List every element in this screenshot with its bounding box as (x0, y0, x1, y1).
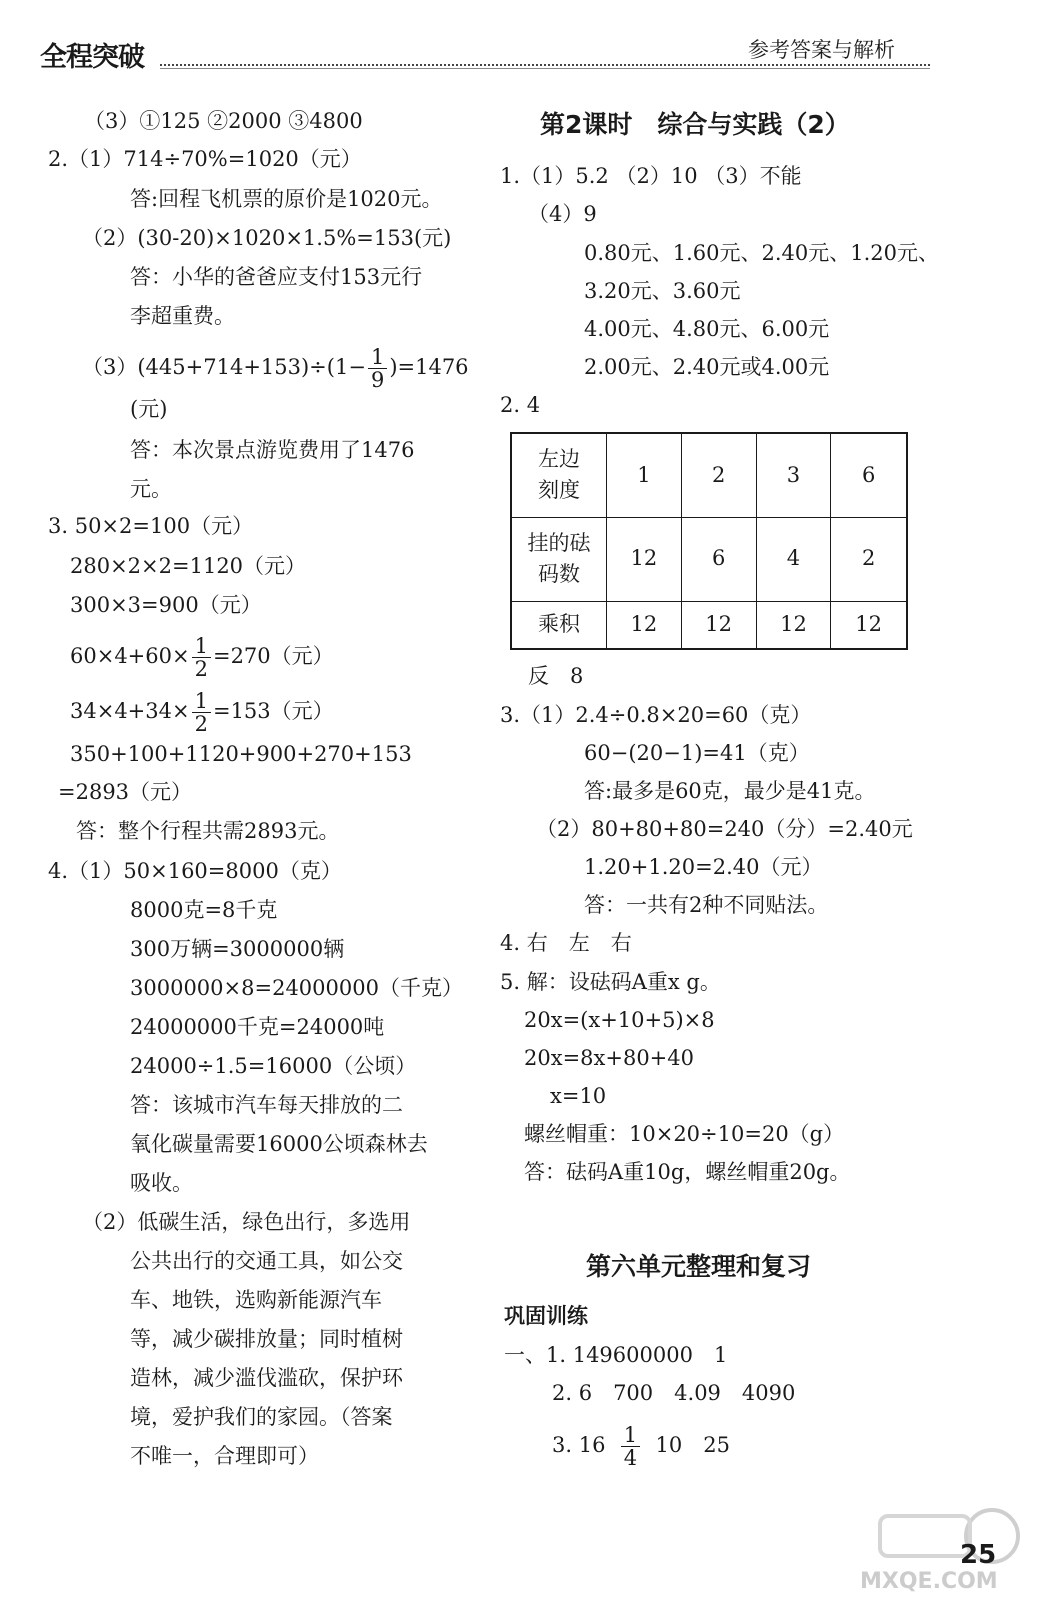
table-cell: 12 (756, 601, 831, 649)
answer-line: 3000000×8=24000000（千克） (130, 976, 463, 1000)
answer-line: 答：整个行程共需2893元。 (76, 819, 340, 843)
table-cell: 12 (831, 601, 907, 649)
header-divider-line (160, 68, 930, 69)
answer-line: （2）低碳生活，绿色出行，多选用 (82, 1210, 411, 1234)
expression-text: （3）(445+714+153)÷(1− (82, 355, 366, 380)
row-header-line: 左边 (538, 446, 580, 471)
answer-line: 8000克=8千克 (130, 898, 278, 922)
answer-line: (元) (130, 397, 168, 421)
table-cell: 4 (756, 517, 831, 601)
fraction (192, 635, 211, 680)
answer-line: 2. 4 (500, 393, 541, 417)
fraction-numerator: 1 (621, 1424, 640, 1447)
table-cell: 3 (756, 433, 831, 517)
expression-text: =270（元） (212, 644, 334, 669)
watermark-logo (840, 1500, 1040, 1596)
table-cell: 12 (607, 601, 682, 649)
answer-line: 境，爱护我们的家园。（答案 (130, 1405, 393, 1429)
table-cell: 2 (681, 433, 756, 517)
answer-line: 氧化碳量需要16000公顷森林去 (130, 1132, 428, 1156)
answer-line: 答：小华的爸爸应支付153元行 (130, 265, 423, 289)
answer-line: =2893（元） (58, 780, 193, 804)
answer-line: 60−(20−1)=41（克） (584, 741, 810, 765)
answer-line: 3.（1）2.4÷0.8×20=60（克） (500, 703, 812, 727)
fraction (192, 690, 211, 735)
answer-line: 吸收。 (130, 1171, 193, 1195)
answer-line: 公共出行的交通工具，如公交 (130, 1249, 403, 1273)
table-cell: 2 (831, 517, 907, 601)
answer-line: 5. 解：设砝码A重x g。 (500, 970, 721, 994)
answer-line: 2.00元、2.40元或4.00元 (584, 355, 830, 379)
answer-line: 350+100+1120+900+270+153 (70, 742, 412, 766)
answer-line: 280×2×2=1120（元） (70, 554, 307, 578)
answer-line: 20x=8x+80+40 (524, 1046, 694, 1070)
page-number: 25 (960, 1540, 997, 1570)
answer-line: 答：该城市汽车每天排放的二 (130, 1093, 403, 1117)
answer-line: 0.80元、1.60元、2.40元、1.20元、 (584, 241, 940, 265)
answer-line: 24000÷1.5=16000（公顷） (130, 1054, 417, 1078)
expression-text: )=1476 (389, 355, 469, 380)
answer-line: 24000000千克=24000吨 (130, 1015, 385, 1039)
answer-line-with-fraction (70, 690, 334, 735)
table-cell: 6 (681, 517, 756, 601)
answer-line: 答：一共有2种不同贴法。 (584, 893, 829, 917)
answer-line: 3. 50×2=100（元） (48, 514, 254, 538)
row-header (511, 517, 607, 601)
answer-line-with-fraction (70, 635, 334, 680)
answer-line: 1.（1）5.2 （2）10 （3）不能 (500, 164, 802, 188)
answer-line: 20x=(x+10+5)×8 (524, 1008, 715, 1032)
answer-line: 造林，减少滥伐滥砍，保护环 (130, 1366, 403, 1390)
fraction (621, 1424, 640, 1469)
answer-line: 反 8 (528, 664, 584, 688)
table-row (511, 433, 907, 517)
answer-line: 答:最多是60克，最少是41克。 (584, 779, 876, 803)
expression-text: 3. 16 (552, 1433, 606, 1458)
fraction-numerator: 1 (192, 635, 211, 658)
answer-line: 不唯一，合理即可） (130, 1444, 319, 1468)
table-cell: 12 (681, 601, 756, 649)
answer-line: 4. 右 左 右 (500, 931, 632, 955)
answer-line: 4.（1）50×160=8000（克） (48, 859, 342, 883)
answer-line: 答：本次景点游览费用了1476 (130, 438, 415, 462)
expression-text: 34×4+34× (70, 699, 190, 724)
fraction-numerator: 1 (192, 690, 211, 713)
fraction-denominator: 2 (194, 657, 208, 682)
answer-line: （3）①125 ②2000 ③4800 (84, 109, 363, 133)
answer-line: 1.20+1.20=2.40（元） (584, 855, 823, 879)
answer-line: 4.00元、4.80元、6.00元 (584, 317, 830, 341)
header-divider (160, 64, 930, 66)
answer-line: （2）(30-20)×1020×1.5%=153(元) (82, 226, 452, 250)
fraction-numerator: 1 (368, 346, 387, 369)
answer-line: 元。 (130, 477, 172, 501)
row-header: 乘积 (511, 601, 607, 649)
expression-text: =153（元） (212, 699, 334, 724)
answer-line: 300×3=900（元） (70, 593, 262, 617)
answer-line: （2）80+80+80=240（分）=2.40元 (536, 817, 913, 841)
table-row (511, 517, 907, 601)
answer-line: 2.（1）714÷70%=1020（元） (48, 147, 362, 171)
table-cell: 1 (607, 433, 682, 517)
table-cell: 12 (607, 517, 682, 601)
answer-line: 2. 6 700 4.09 4090 (552, 1381, 796, 1405)
fraction-denominator: 9 (370, 368, 385, 393)
answer-line: 3.20元、3.60元 (584, 279, 741, 303)
watermark-text: MXQE.COM (860, 1569, 998, 1594)
answer-line: 答：砝码A重10g，螺丝帽重20g。 (524, 1160, 851, 1184)
weights-table (510, 432, 908, 650)
fraction (368, 346, 387, 391)
answer-line: 答:回程飞机票的原价是1020元。 (130, 187, 443, 211)
answer-line: 车、地铁，选购新能源汽车 (130, 1288, 382, 1312)
unit-title: 第六单元整理和复习 (586, 1252, 812, 1281)
answer-line: x=10 (550, 1084, 607, 1108)
table-cell: 6 (831, 433, 907, 517)
row-header-line: 刻度 (538, 478, 580, 503)
expression-text: 60×4+60× (70, 644, 190, 669)
answer-line: 李超重费。 (130, 304, 235, 328)
sub-title: 巩固训练 (504, 1304, 588, 1328)
answer-line: 等，减少碳排放量；同时植树 (130, 1327, 403, 1351)
answer-line: （4）9 (528, 202, 597, 226)
section-title: 参考答案与解析 (748, 38, 895, 62)
fraction-denominator: 4 (623, 1446, 638, 1471)
answer-line-with-fraction (552, 1424, 730, 1469)
row-header (511, 433, 607, 517)
row-header-line: 挂的砝 (527, 530, 591, 555)
answer-line-with-fraction (82, 346, 469, 391)
fraction-denominator: 2 (194, 712, 208, 737)
lesson-title: 第2课时 综合与实践（2） (540, 110, 850, 139)
row-header-line: 码数 (538, 562, 580, 587)
answer-line: 螺丝帽重：10×20÷10=20（g） (524, 1122, 845, 1146)
answer-line: 300万辆=3000000辆 (130, 937, 345, 961)
table-row (511, 601, 907, 649)
answer-line: 一、1. 149600000 1 (504, 1343, 728, 1367)
expression-text: 10 25 (655, 1433, 730, 1458)
brand-logo: 全程突破 (40, 42, 144, 73)
